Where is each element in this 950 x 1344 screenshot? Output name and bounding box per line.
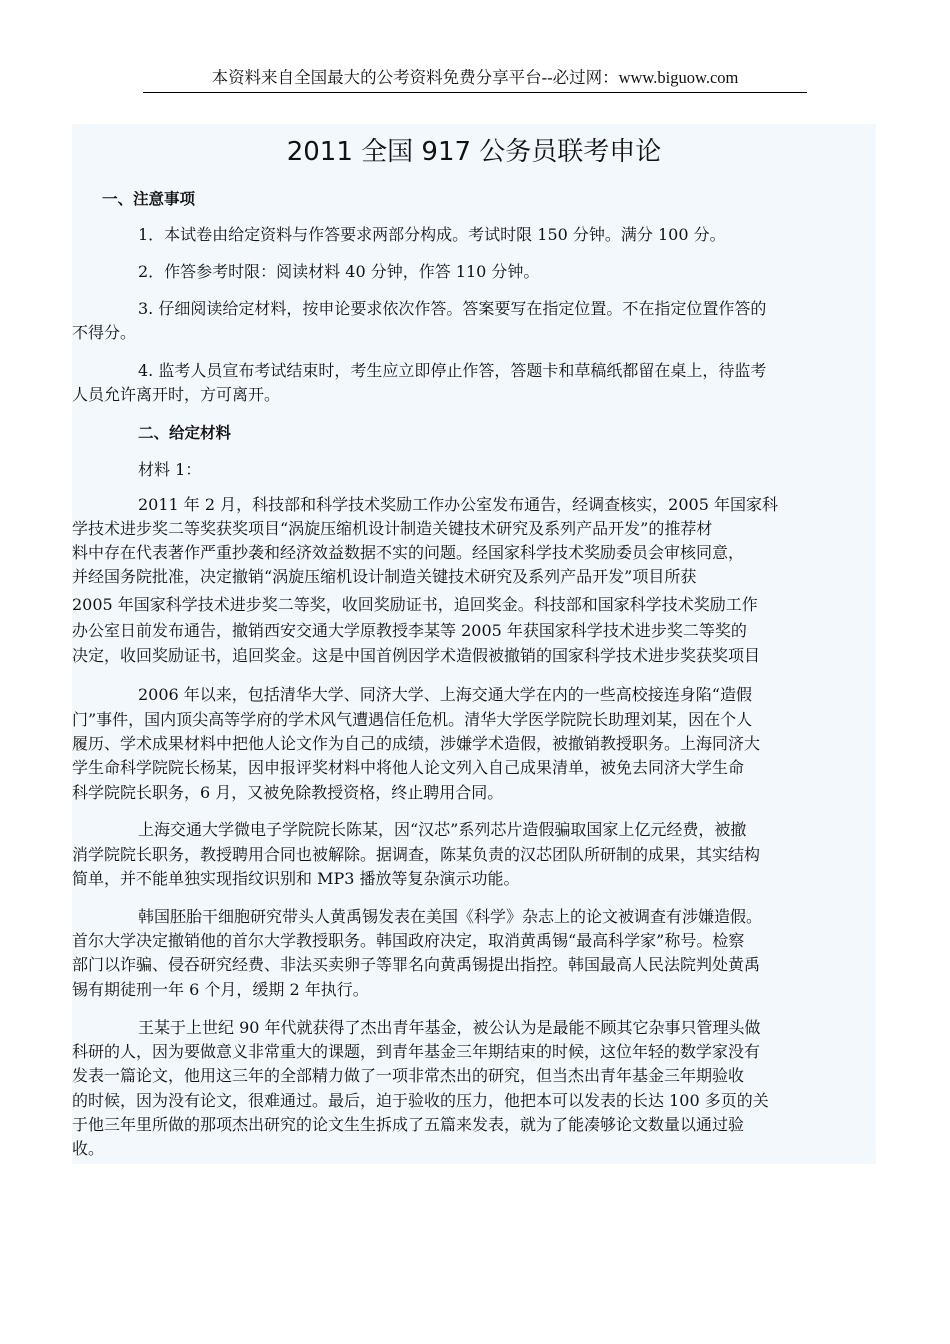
note-item-4-line-2: 人员允许离开时，方可离开。 bbox=[72, 385, 281, 404]
paragraph-2-line: 2006 年以来，包括清华大学、同济大学、上海交通大学在内的一些高校接连身陷“造假 bbox=[138, 685, 752, 704]
note-item-3-line-1: 3. 仔细阅读给定材料，按申论要求依次作答。答案要写在指定位置。不在指定位置作答的 bbox=[138, 299, 767, 318]
paragraph-1-line: 2011 年 2 月，科技部和科学技术奖励工作办公室发布通告，经调查核实，2005 年国家科 bbox=[138, 495, 778, 514]
source-header bbox=[143, 66, 807, 93]
note-item-1: 1．本试卷由给定资料与作答要求两部分构成。考试时限 150 分钟。满分 100 分。 bbox=[138, 225, 726, 244]
paragraph-1-line: 学技术进步奖二等奖获奖项目“涡旋压缩机设计制造关键技术研究及系列产品开发”的推荐材 bbox=[72, 519, 713, 538]
paragraph-4-line: 首尔大学决定撤销他的首尔大学教授职务。韩国政府决定，取消黄禹锡“最高科学家”称号。检察 bbox=[72, 931, 745, 950]
paragraph-2-line: 学生命科学院院长杨某，因申报评奖材料中将他人论文列入自己成果清单，被免去同济大学生命 bbox=[72, 758, 745, 777]
paragraph-3-line: 消学院院长职务，教授聘用合同也被解除。据调查，陈某负责的汉芯团队所研制的成果，其实结构 bbox=[72, 845, 761, 864]
paragraph-5-line: 收。 bbox=[72, 1139, 105, 1158]
paragraph-4-line: 韩国胚胎干细胞研究带头人黄禹锡发表在美国《科学》杂志上的论文被调查有涉嫌造假。 bbox=[138, 907, 763, 926]
paragraph-1-line: 决定，收回奖励证书，追回奖金。这是中国首例因学术造假被撤销的国家科学技术进步奖获奖项目 bbox=[72, 646, 761, 665]
section-heading-notes: 一、注意事项 bbox=[102, 190, 196, 208]
paragraph-2-line: 科学院院长职务，6 月，又被免除教授资格，终止聘用合同。 bbox=[72, 783, 504, 802]
paragraph-1-line: 并经国务院批准，决定撤销“涡旋压缩机设计制造关键技术研究及系列产品开发”项目所获 bbox=[72, 567, 697, 586]
paragraph-4-line: 锡有期徒刑一年 6 个月，缓期 2 年执行。 bbox=[72, 980, 369, 999]
header-text: 本资料来自全国最大的公考资料免费分享平台--必过网：www.biguow.com bbox=[211, 68, 739, 87]
paragraph-5-line: 科研的人，因为要做意义非常重大的课题，到青年基金三年期结束的时候，这位年轻的数学家没有 bbox=[72, 1042, 761, 1061]
paragraph-5-line: 于他三年里所做的那项杰出研究的论文生生拆成了五篇来发表，就为了能凑够论文数量以通过验 bbox=[72, 1115, 745, 1134]
paragraph-5-line: 王某于上世纪 90 年代就获得了杰出青年基金，被公认为是最能不顾其它杂事只管理头做 bbox=[138, 1018, 761, 1037]
paragraph-3-line: 简单，并不能单独实现指纹识别和 MP3 播放等复杂演示功能。 bbox=[72, 869, 520, 888]
paragraph-1-line: 2005 年国家科学技术进步奖二等奖，收回奖励证书，追回奖金。科技部和国家科学技术奖励工作 bbox=[72, 595, 758, 614]
document-title: 2011 全国 917 公务员联考申论 bbox=[286, 137, 662, 167]
section-heading-materials: 二、给定材料 bbox=[138, 424, 232, 442]
paragraph-3-line: 上海交通大学微电子学院院长陈某，因“汉芯”系列芯片造假骗取国家上亿元经费，被撤 bbox=[138, 820, 747, 839]
note-item-3-line-2: 不得分。 bbox=[72, 323, 137, 342]
paragraph-2-line: 门”事件，国内顶尖高等学府的学术风气遭遇信任危机。清华大学医学院院长助理刘某，因在个人 bbox=[72, 710, 753, 729]
paragraph-4-line: 部门以诈骗、侵吞研究经费、非法买卖卵子等罪名向黄禹锡提出指控。韩国最高人民法院判处黄禹 bbox=[72, 955, 761, 974]
paragraph-5-line: 发表一篇论文，他用这三年的全部精力做了一项非常杰出的研究，但当杰出青年基金三年期验收 bbox=[72, 1066, 745, 1085]
paragraph-5-line: 的时候，因为没有论文，很难通过。最后，迫于验收的压力，他把本可以发表的长达 100 多页的关 bbox=[72, 1091, 769, 1110]
note-item-2: 2．作答参考时限：阅读材料 40 分钟，作答 110 分钟。 bbox=[138, 262, 540, 281]
paragraph-2-line: 履历、学术成果材料中把他人论文作为自己的成绩，涉嫌学术造假，被撤销教授职务。上海同济大 bbox=[72, 734, 761, 753]
note-item-4-line-1: 4. 监考人员宣布考试结束时，考生应立即停止作答，答题卡和草稿纸都留在桌上，待监考 bbox=[138, 361, 767, 380]
material-label: 材料 1： bbox=[138, 460, 202, 479]
paragraph-1-line: 办公室日前发布通告，撤销西安交通大学原教授李某等 2005 年获国家科学技术进步奖二等奖的 bbox=[72, 621, 747, 640]
document-body bbox=[72, 124, 876, 1164]
paragraph-1-line: 料中存在代表著作严重抄袭和经济效益数据不实的问题。经国家科学技术奖励委员会审核同意， bbox=[72, 543, 745, 562]
